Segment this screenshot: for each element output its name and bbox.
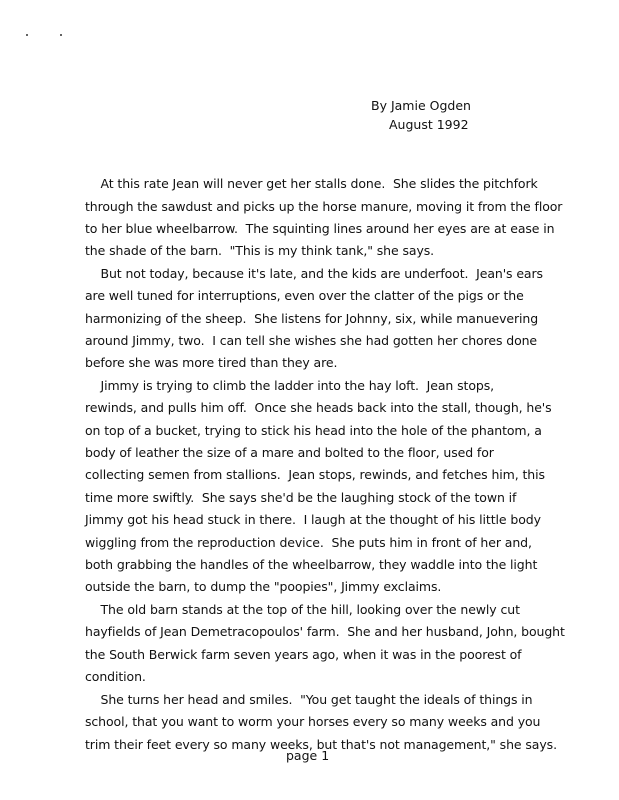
text-line: to her blue wheelbarrow. The squinting lines around her eyes are at ease in: [85, 221, 555, 236]
text-line: on top of a bucket, trying to stick his head into the hole of the phantom, a: [85, 423, 542, 438]
text-line: collecting semen from stallions. Jean stops, rewinds, and fetches him, this: [85, 467, 545, 482]
text-line: But not today, because it's late, and the kids are underfoot. Jean's ears: [85, 266, 543, 281]
text-line: rewinds, and pulls him off. Once she heads back into the stall, though, he's: [85, 400, 552, 415]
text-line: wiggling from the reproduction device. She puts him in front of her and,: [85, 535, 532, 550]
text-line: trim their feet every so many weeks, but that's not management," she says.: [85, 737, 557, 752]
text-line: around Jimmy, two. I can tell she wishes she had gotten her chores done: [85, 333, 538, 348]
text-line: both grabbing the handles of the wheelbarrow, they waddle into the light: [85, 557, 538, 572]
text-line: through the sawdust and picks up the horse manure, moving it from the floor: [85, 199, 563, 214]
scan-speck-left: [26, 34, 28, 36]
text-line: before she was more tired than they are.: [85, 355, 338, 370]
text-line: outside the barn, to dump the "poopies", Jimmy exclaims.: [85, 579, 442, 594]
page-number: page 1: [286, 748, 330, 763]
text-line: Jimmy is trying to climb the ladder into the hay loft. Jean stops,: [85, 378, 494, 393]
text-line: Jimmy got his head stuck in there. I laugh at the thought of his little body: [85, 512, 541, 527]
text-line: condition.: [85, 669, 146, 684]
byline: [371, 96, 471, 134]
text-line: The old barn stands at the top of the hill, looking over the newly cut: [85, 602, 520, 617]
text-line: the shade of the barn. "This is my think tank," she says.: [85, 243, 435, 258]
byline-date: August 1992: [389, 117, 469, 132]
scan-speck-right: [60, 34, 62, 36]
text-line: the South Berwick farm seven years ago, when it was in the poorest of: [85, 647, 522, 662]
text-line: body of leather the size of a mare and bolted to the floor, used for: [85, 445, 494, 460]
text-line: school, that you want to worm your horses every so many weeks and you: [85, 714, 541, 729]
text-line: hayfields of Jean Demetracopoulos' farm. She and her husband, John, bought: [85, 624, 565, 639]
byline-author: By Jamie Ogden: [371, 98, 471, 113]
text-line: are well tuned for interruptions, even over the clatter of the pigs or the: [85, 288, 524, 303]
text-line: harmonizing of the sheep. She listens for Johnny, six, while manuevering: [85, 311, 539, 326]
text-line: At this rate Jean will never get her stalls done. She slides the pitchfork: [85, 176, 538, 191]
text-line: She turns her head and smiles. "You get taught the ideals of things in: [85, 692, 533, 707]
text-line: time more swiftly. She says she'd be the laughing stock of the town if: [85, 490, 517, 505]
